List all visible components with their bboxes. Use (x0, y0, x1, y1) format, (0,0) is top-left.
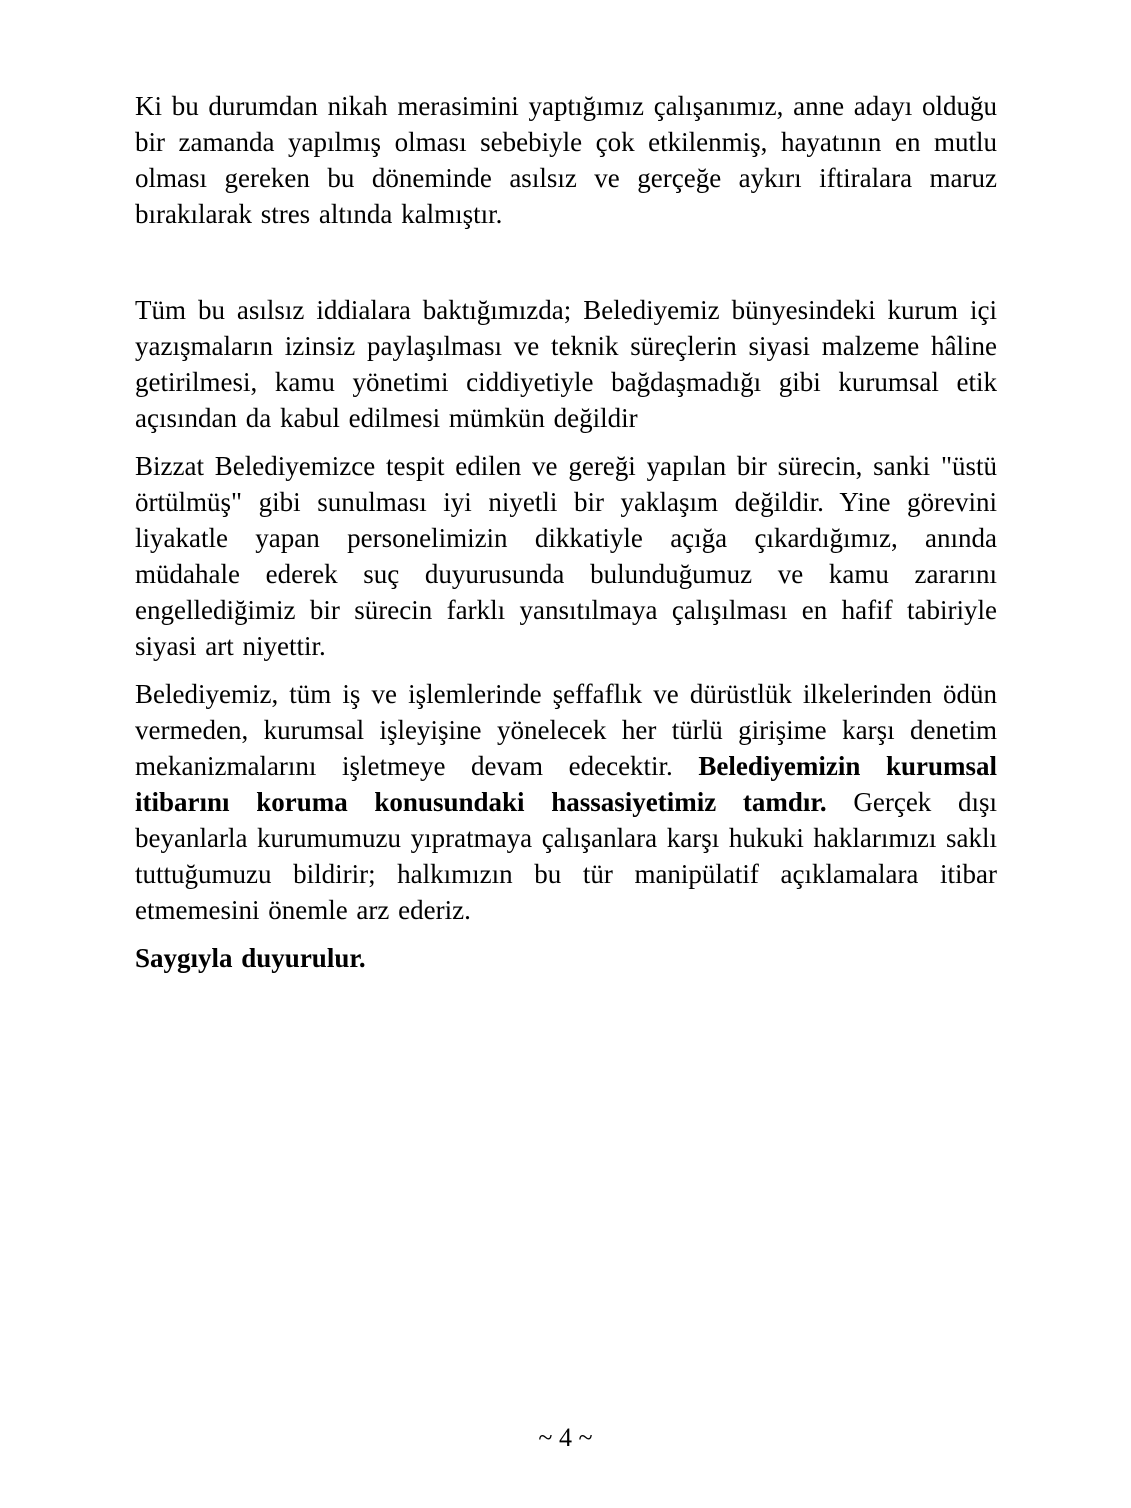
document-body (135, 88, 997, 988)
paragraph: Bizzat Belediyemizce tespit edilen ve gereği yapılan bir sürecin, sanki "üstü örtülmüş" gibi sunulması iyi niyetli bir yaklaşım değildir. Yine görevini liyakatle yapan personelimizin dikkatiyle açığa çıkardığımız, anında müdahale ederek suç duyurusunda bulunduğumuz ve kamu zararını engellediğimiz bir sürecin farklı yansıtılmaya çalışılması en hafif tabiriyle siyasi art niyettir. (135, 451, 997, 661)
paragraph-text: Belediyemiz, tüm iş ve işlemlerinde şeffaflık ve dürüstlük ilkelerinden ödün vermeden, kurumsal işleyişine yönelecek her türlü girişime karşı denetim mekanizmalarını işletmeye devam edecektir. (135, 679, 997, 781)
page-number: ~ 4 ~ (538, 1423, 593, 1452)
paragraph-bold-text: Belediyemizin kurumsal itibarını koruma konusundaki hassasiyetimiz tamdır. (135, 751, 997, 817)
paragraph: Ki bu durumdan nikah merasimini yaptığımız çalışanımız, anne adayı olduğu bir zamanda yapılmış olması sebebiyle çok etkilenmiş, hayatının en mutlu olması gereken bu döneminde asılsız ve gerçeğe aykırı iftiralara maruz bırakılarak stres altında kalmıştır. (135, 91, 997, 229)
closing-line: Saygıyla duyurulur. (135, 943, 366, 973)
paragraph-text: Gerçek dışı beyanlarla kurumumuzu yıpratmaya çalışanlara karşı hukuki haklarımızı saklı tuttuğumuzu bildirir; halkımızın bu tür manipülatif açıklamalara itibar etmemesini önemle arz ederiz. (135, 787, 998, 925)
paragraph (135, 676, 997, 928)
paragraph: Tüm bu asılsız iddialara baktığımızda; Belediyemiz bünyesindeki kurum içi yazışmaların izinsiz paylaşılması ve teknik süreçlerin siyasi malzeme hâline getirilmesi, kamu yönetimi ciddiyetiyle bağdaşmadığı gibi kurumsal etik açısından da kabul edilmesi mümkün değildir (135, 295, 997, 433)
